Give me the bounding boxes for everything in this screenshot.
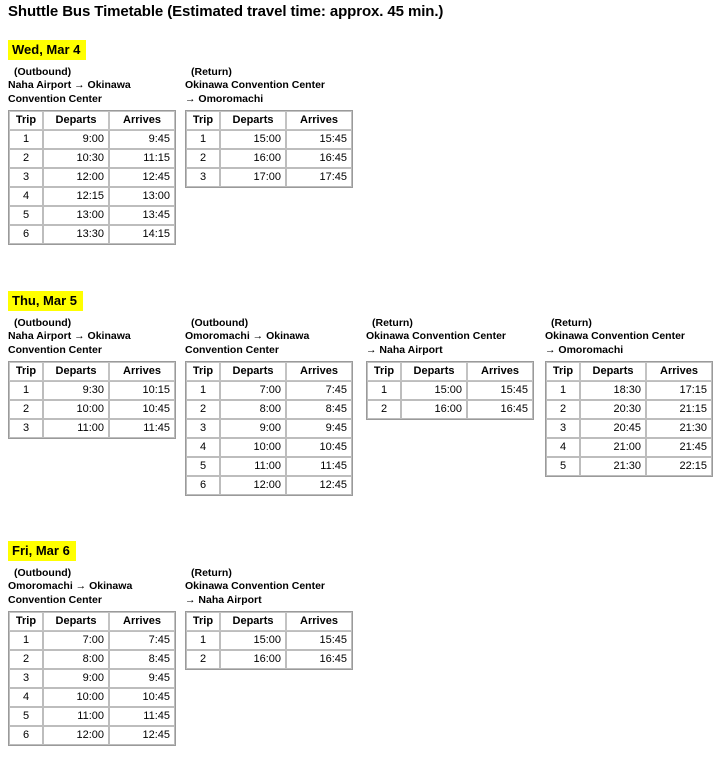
timetable <box>545 361 713 477</box>
route-name <box>185 580 353 607</box>
cell-trip: 1 <box>9 381 43 400</box>
cell-departs: 9:30 <box>43 381 109 400</box>
cell-arrives: 9:45 <box>109 130 175 149</box>
column-header-trip: Trip <box>9 362 43 381</box>
column-header-arrives: Arrives <box>109 111 175 130</box>
route-name-line: Convention Center <box>8 92 102 105</box>
cell-arrives: 11:45 <box>109 707 175 726</box>
route-name-line: Omoromachi → Okinawa <box>185 330 310 342</box>
route-name <box>8 79 176 106</box>
day-heading: Fri, Mar 6 <box>8 541 76 561</box>
cell-arrives: 10:15 <box>109 381 175 400</box>
cell-departs: 7:00 <box>43 631 109 650</box>
cell-arrives: 15:45 <box>286 631 352 650</box>
table-row <box>9 669 175 688</box>
cell-trip: 1 <box>186 381 220 400</box>
table-header-row <box>546 362 712 381</box>
cell-trip: 3 <box>186 168 220 187</box>
route-block <box>185 567 353 670</box>
route-block <box>8 567 176 746</box>
cell-departs: 21:30 <box>580 457 646 476</box>
cell-departs: 13:00 <box>43 206 109 225</box>
cell-departs: 16:00 <box>401 400 467 419</box>
cell-departs: 11:00 <box>43 707 109 726</box>
cell-departs: 8:00 <box>43 650 109 669</box>
cell-trip: 6 <box>186 476 220 495</box>
route-block <box>185 317 353 496</box>
cell-trip: 3 <box>186 419 220 438</box>
column-header-trip: Trip <box>367 362 401 381</box>
table-row <box>546 419 712 438</box>
table-row <box>186 476 352 495</box>
column-header-departs: Departs <box>580 362 646 381</box>
column-header-trip: Trip <box>9 612 43 631</box>
table-row <box>9 187 175 206</box>
route-name <box>8 330 176 357</box>
table-row <box>546 381 712 400</box>
cell-trip: 5 <box>186 457 220 476</box>
cell-departs: 10:00 <box>43 688 109 707</box>
cell-trip: 5 <box>9 707 43 726</box>
cell-departs: 16:00 <box>220 650 286 669</box>
route-name-line: Okinawa Convention Center <box>185 580 326 592</box>
cell-departs: 7:00 <box>220 381 286 400</box>
route-name-line: Convention Center <box>8 593 102 606</box>
column-header-departs: Departs <box>220 362 286 381</box>
cell-arrives: 7:45 <box>286 381 352 400</box>
cell-arrives: 17:15 <box>646 381 712 400</box>
table-row <box>367 381 533 400</box>
column-header-departs: Departs <box>220 111 286 130</box>
route-name-line: → Naha Airport <box>366 343 443 356</box>
cell-trip: 2 <box>9 400 43 419</box>
table-row <box>9 726 175 745</box>
cell-trip: 2 <box>186 400 220 419</box>
table-row <box>9 168 175 187</box>
column-header-arrives: Arrives <box>286 362 352 381</box>
cell-arrives: 16:45 <box>467 400 533 419</box>
cell-departs: 20:30 <box>580 400 646 419</box>
cell-trip: 5 <box>9 206 43 225</box>
route-direction-label: (Outbound) <box>14 317 72 329</box>
column-header-departs: Departs <box>43 362 109 381</box>
route-direction-label: (Outbound) <box>14 66 72 78</box>
table-row <box>186 457 352 476</box>
column-header-arrives: Arrives <box>109 362 175 381</box>
cell-trip: 4 <box>9 688 43 707</box>
route-name-line: Convention Center <box>185 343 279 356</box>
cell-departs: 11:00 <box>43 419 109 438</box>
route-direction-label: (Return) <box>551 317 592 329</box>
cell-arrives: 12:45 <box>286 476 352 495</box>
route-name-line: Naha Airport → Okinawa <box>8 330 131 342</box>
cell-arrives: 10:45 <box>109 688 175 707</box>
cell-departs: 9:00 <box>43 130 109 149</box>
table-header-row <box>9 612 175 631</box>
column-header-trip: Trip <box>186 362 220 381</box>
route-name <box>185 79 353 106</box>
day-heading: Wed, Mar 4 <box>8 40 86 60</box>
cell-departs: 17:00 <box>220 168 286 187</box>
route-name-line: Okinawa Convention Center <box>185 79 326 91</box>
table-header-row <box>9 111 175 130</box>
column-header-arrives: Arrives <box>286 612 352 631</box>
table-header-row <box>9 362 175 381</box>
cell-trip: 1 <box>186 130 220 149</box>
cell-trip: 2 <box>186 650 220 669</box>
cell-departs: 12:00 <box>43 168 109 187</box>
table-header-row <box>186 612 352 631</box>
column-header-trip: Trip <box>186 612 220 631</box>
timetable <box>185 611 353 670</box>
cell-trip: 6 <box>9 726 43 745</box>
cell-arrives: 8:45 <box>109 650 175 669</box>
cell-departs: 15:00 <box>401 381 467 400</box>
cell-trip: 3 <box>546 419 580 438</box>
column-header-departs: Departs <box>401 362 467 381</box>
table-row <box>186 650 352 669</box>
cell-departs: 12:00 <box>43 726 109 745</box>
cell-departs: 10:00 <box>43 400 109 419</box>
cell-arrives: 16:45 <box>286 650 352 669</box>
table-row <box>546 438 712 457</box>
cell-trip: 3 <box>9 669 43 688</box>
cell-trip: 4 <box>186 438 220 457</box>
route-name <box>366 330 534 357</box>
route-direction-label: (Return) <box>191 66 232 78</box>
cell-trip: 6 <box>9 225 43 244</box>
table-row <box>546 457 712 476</box>
route-name <box>185 330 353 357</box>
route-direction-label: (Return) <box>191 567 232 579</box>
cell-trip: 5 <box>546 457 580 476</box>
cell-trip: 1 <box>546 381 580 400</box>
table-row <box>186 168 352 187</box>
cell-arrives: 12:45 <box>109 168 175 187</box>
cell-arrives: 8:45 <box>286 400 352 419</box>
cell-trip: 2 <box>546 400 580 419</box>
cell-arrives: 11:15 <box>109 149 175 168</box>
table-row <box>9 149 175 168</box>
route-block <box>185 66 353 188</box>
cell-trip: 4 <box>546 438 580 457</box>
route-block <box>8 66 176 245</box>
table-row <box>9 631 175 650</box>
column-header-trip: Trip <box>9 111 43 130</box>
cell-trip: 1 <box>367 381 401 400</box>
cell-arrives: 15:45 <box>467 381 533 400</box>
cell-departs: 8:00 <box>220 400 286 419</box>
column-header-trip: Trip <box>186 111 220 130</box>
table-header-row <box>186 111 352 130</box>
table-row <box>9 381 175 400</box>
cell-arrives: 9:45 <box>109 669 175 688</box>
cell-arrives: 21:15 <box>646 400 712 419</box>
route-name-line: Omoromachi → Okinawa <box>8 580 133 592</box>
column-header-departs: Departs <box>43 111 109 130</box>
cell-trip: 3 <box>9 168 43 187</box>
cell-departs: 10:00 <box>220 438 286 457</box>
cell-trip: 1 <box>9 631 43 650</box>
cell-departs: 9:00 <box>43 669 109 688</box>
column-header-arrives: Arrives <box>286 111 352 130</box>
table-row <box>9 419 175 438</box>
route-direction-label: (Outbound) <box>14 567 72 579</box>
cell-arrives: 10:45 <box>109 400 175 419</box>
cell-arrives: 11:45 <box>109 419 175 438</box>
cell-trip: 2 <box>9 149 43 168</box>
column-header-arrives: Arrives <box>467 362 533 381</box>
column-header-arrives: Arrives <box>646 362 712 381</box>
route-block <box>545 317 713 477</box>
cell-arrives: 10:45 <box>286 438 352 457</box>
cell-departs: 21:00 <box>580 438 646 457</box>
cell-departs: 12:00 <box>220 476 286 495</box>
column-header-departs: Departs <box>43 612 109 631</box>
table-row <box>546 400 712 419</box>
cell-departs: 13:30 <box>43 225 109 244</box>
route-name <box>8 580 176 607</box>
table-row <box>9 400 175 419</box>
table-row <box>186 419 352 438</box>
timetable <box>8 611 176 746</box>
table-row <box>186 130 352 149</box>
cell-departs: 12:15 <box>43 187 109 206</box>
cell-trip: 4 <box>9 187 43 206</box>
table-row <box>186 381 352 400</box>
column-header-departs: Departs <box>220 612 286 631</box>
table-row <box>367 400 533 419</box>
route-name-line: Okinawa Convention Center <box>366 330 507 342</box>
table-header-row <box>186 362 352 381</box>
table-header-row <box>367 362 533 381</box>
cell-departs: 16:00 <box>220 149 286 168</box>
cell-arrives: 21:45 <box>646 438 712 457</box>
day-heading: Thu, Mar 5 <box>8 291 83 311</box>
timetable <box>366 361 534 420</box>
timetable <box>185 110 353 188</box>
route-name-line: Okinawa Convention Center <box>545 330 686 342</box>
table-row <box>186 400 352 419</box>
cell-departs: 11:00 <box>220 457 286 476</box>
table-row <box>186 631 352 650</box>
cell-trip: 1 <box>186 631 220 650</box>
cell-arrives: 16:45 <box>286 149 352 168</box>
route-direction-label: (Outbound) <box>191 317 249 329</box>
route-name-line: Naha Airport → Okinawa <box>8 79 131 91</box>
cell-arrives: 12:45 <box>109 726 175 745</box>
table-row <box>9 130 175 149</box>
table-row <box>9 707 175 726</box>
table-row <box>9 650 175 669</box>
cell-trip: 2 <box>9 650 43 669</box>
cell-departs: 15:00 <box>220 130 286 149</box>
table-row <box>186 438 352 457</box>
column-header-trip: Trip <box>546 362 580 381</box>
route-name-line: → Omoromachi <box>185 92 264 105</box>
cell-trip: 3 <box>9 419 43 438</box>
cell-arrives: 7:45 <box>109 631 175 650</box>
table-row <box>9 206 175 225</box>
cell-arrives: 14:15 <box>109 225 175 244</box>
route-block <box>8 317 176 439</box>
cell-arrives: 9:45 <box>286 419 352 438</box>
cell-arrives: 17:45 <box>286 168 352 187</box>
cell-trip: 2 <box>367 400 401 419</box>
cell-arrives: 15:45 <box>286 130 352 149</box>
cell-departs: 10:30 <box>43 149 109 168</box>
route-name-line: → Omoromachi <box>545 343 624 356</box>
cell-trip: 1 <box>9 130 43 149</box>
cell-departs: 20:45 <box>580 419 646 438</box>
timetable <box>8 361 176 439</box>
cell-arrives: 21:30 <box>646 419 712 438</box>
cell-arrives: 11:45 <box>286 457 352 476</box>
table-row <box>9 225 175 244</box>
route-direction-label: (Return) <box>372 317 413 329</box>
timetable <box>185 361 353 496</box>
route-name <box>545 330 713 357</box>
route-name-line: → Naha Airport <box>185 593 262 606</box>
timetable <box>8 110 176 245</box>
table-row <box>9 688 175 707</box>
table-row <box>186 149 352 168</box>
column-header-arrives: Arrives <box>109 612 175 631</box>
cell-departs: 18:30 <box>580 381 646 400</box>
cell-arrives: 22:15 <box>646 457 712 476</box>
cell-trip: 2 <box>186 149 220 168</box>
cell-arrives: 13:00 <box>109 187 175 206</box>
page-title: Shuttle Bus Timetable (Estimated travel time: approx. 45 min.) <box>8 3 444 20</box>
route-block <box>366 317 534 420</box>
route-name-line: Convention Center <box>8 343 102 356</box>
cell-arrives: 13:45 <box>109 206 175 225</box>
cell-departs: 9:00 <box>220 419 286 438</box>
cell-departs: 15:00 <box>220 631 286 650</box>
